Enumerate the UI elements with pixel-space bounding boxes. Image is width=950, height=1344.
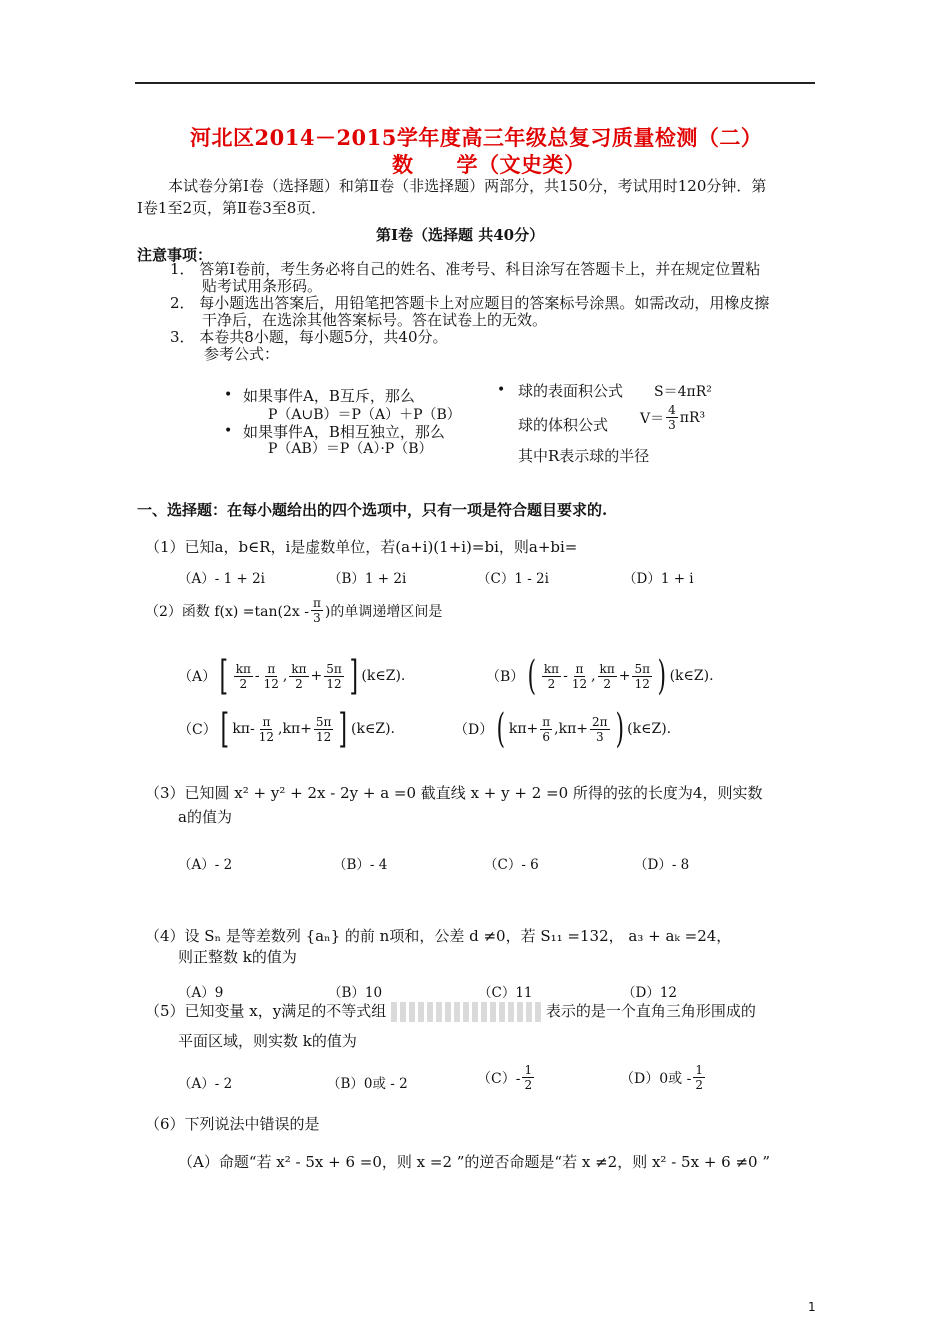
notice-item-2: 2． 每小题选出答案后，用铅笔把答题卡上对应题目的答案标号涂黑。如需改动，用橡皮擦 xyxy=(170,294,770,312)
question-6-stem: （6）下列说法中错误的是 xyxy=(145,1115,320,1133)
q2-option-c: （C） [ kπ - $\frac{\pi}{12}$ , kπ + $\frac{5\pi}{12}$ ] (k∈Z). xyxy=(178,706,395,752)
q5-option-d: （D）0或 - $\frac{1}{2}$ xyxy=(620,1063,703,1092)
q4-option-b: （B）10 xyxy=(328,985,383,1001)
notice-item-1-cont: 贴考试用条形码。 xyxy=(202,277,323,295)
sphere-volume-label: 球的体积公式 xyxy=(518,416,609,434)
section-title: 第Ⅰ卷（选择题 共40分） xyxy=(376,226,545,244)
formula-independent: 如果事件A，B相互独立，那么 xyxy=(243,423,445,441)
q5-option-b: （B）0或 - 2 xyxy=(327,1076,408,1092)
q3-option-a: （A）- 2 xyxy=(178,857,233,873)
question-3-stem: （3）已知圆 x² + y² + 2x - 2y + a =0 截直线 x + y + 2 =0 所得的弦的长度为4，则实数 xyxy=(145,784,763,802)
question-4-stem: （4）设 Sₙ 是等差数列 {aₙ} 的前 n项和，公差 d ≠0，若 S₁₁ =132， a₃ + aₖ =24， xyxy=(145,927,732,945)
bullet-icon: • xyxy=(224,423,233,439)
q5-option-c: （C）- $\frac{1}{2}$ xyxy=(477,1063,533,1092)
question-5-stem-cont: 平面区域，则实数 k的值为 xyxy=(178,1032,357,1050)
q4-option-c: （C）11 xyxy=(478,985,533,1001)
question-2-stem: （2）函数 f(x) =tan(2x - $\frac{\pi}{3}$ )的单调递增区间是 xyxy=(145,596,443,625)
q3-option-c: （C）- 6 xyxy=(484,857,539,873)
bullet-icon: • xyxy=(497,382,506,398)
q1-option-b: （B）1 + 2i xyxy=(328,571,407,587)
q3-option-d: （D）- 8 xyxy=(634,857,690,873)
q2-option-a: （A） [ $\frac{k\pi}{2}$ - $\frac{\pi}{12}$ , $\frac{k\pi}{2}$ + $\frac{5\pi}{12}$ ] (k∈Z). xyxy=(178,653,406,699)
question-4-stem-cont: 则正整数 k的值为 xyxy=(178,948,297,966)
q5-option-a: （A）- 2 xyxy=(178,1076,233,1092)
part-heading: 一、选择题：在每小题给出的四个选项中，只有一项是符合题目要求的. xyxy=(137,501,608,519)
formula-mutually-exclusive: 如果事件A，B互斥，那么 xyxy=(243,387,415,405)
sphere-volume-formula: V＝ $\frac{4}{3}$ πR³ xyxy=(640,403,706,432)
exam-title: 河北区2014－2015学年度高三年级总复习质量检测（二） xyxy=(190,125,763,150)
top-rule xyxy=(135,82,815,84)
question-1-stem: （1）已知a，b∈R，i是虚数单位，若(a+i)(1+i)=bi，则a+bi= xyxy=(145,538,578,556)
sphere-radius-note: 其中R表示球的半径 xyxy=(518,447,650,465)
bullet-icon: • xyxy=(224,387,233,403)
exam-subject: 数 学（文史类） xyxy=(392,152,586,177)
intro-line-2: Ⅰ卷1至2页，第Ⅱ卷3至8页． xyxy=(137,199,327,217)
formula-union: P（A∪B）＝P（A）＋P（B） xyxy=(268,407,461,423)
notice-item-3: 3． 本卷共8小题，每小题5分，共40分。 xyxy=(170,328,448,346)
q1-option-d: （D）1 + i xyxy=(623,571,694,587)
question-5-stem: （5）已知变量 x，y满足的不等式组 表示的是一个直角三角形围成的 xyxy=(145,1002,756,1020)
q2-option-d: （D） ( kπ + $\frac{\pi}{6}$ , kπ + $\frac{2\pi}{3}$ ) (k∈Z). xyxy=(454,706,672,752)
q4-option-d: （D）12 xyxy=(622,985,678,1001)
notice-title: 注意事项： xyxy=(137,246,213,264)
q1-option-a: （A）- 1 + 2i xyxy=(178,571,265,587)
q3-option-b: （B）- 4 xyxy=(333,857,388,873)
inequality-system-image xyxy=(391,1002,541,1022)
page-number: 1 xyxy=(808,1300,816,1314)
q6-option-a: （A）命题“若 x² - 5x + 6 =0，则 x =2 ”的逆否命题是“若 x ≠2，则 x² - 5x + 6 ≠0 ” xyxy=(178,1153,771,1171)
notice-item-1: 1． 答第Ⅰ卷前，考生务必将自己的姓名、准考号、科目涂写在答题卡上，并在规定位置粘 xyxy=(170,260,761,278)
q4-option-a: （A）9 xyxy=(178,985,224,1001)
notice-item-2-cont: 干净后，在选涂其他答案标号。答在试卷上的无效。 xyxy=(202,311,548,329)
q1-option-c: （C）1 - 2i xyxy=(477,571,549,587)
intro-line-1: 本试卷分第Ⅰ卷（选择题）和第Ⅱ卷（非选择题）两部分，共150分，考试用时120分钟．第 xyxy=(168,177,767,195)
formula-product: P（AB）＝P（A）·P（B） xyxy=(268,441,433,457)
question-3-stem-cont: a的值为 xyxy=(178,808,232,826)
sphere-surface-label: 球的表面积公式 xyxy=(518,382,624,400)
q2-option-b: （B） ( $\frac{k\pi}{2}$ - $\frac{\pi}{12}$ , $\frac{k\pi}{2}$ + $\frac{5\pi}{12}$ ) (k∈Z). xyxy=(486,653,714,699)
reference-formulas-label: 参考公式： xyxy=(204,345,280,363)
sphere-surface-formula: S＝4πR² xyxy=(654,384,712,400)
